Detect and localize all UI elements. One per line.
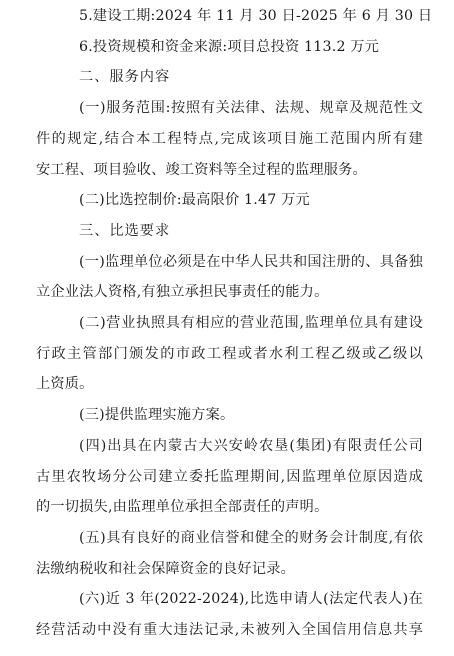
paragraph-line: 安工程、项目验收、竣工资料等全过程的监理服务。 [36,162,367,178]
paragraph-line: 上资质。 [36,376,94,392]
paragraph-line: (四)出具在内蒙古大兴安岭农垦(集团)有限责任公司 [79,438,423,454]
section-heading-requirements: 三、比选要求 [79,223,171,239]
paragraph-line: (一)监理单位必须是在中华人民共和国注册的、具备独 [79,254,423,270]
price-limit-line: (二)比选控制价:最高限价 1.47 万元 [79,192,310,208]
paragraph-line: (五)具有良好的商业信誉和健全的财务会计制度,有依 [79,530,423,546]
paragraph-line: 古里农牧场分公司建立委托监理期间,因监理单位原因造成 [36,469,423,485]
construction-period-line: 5.建设工期:2024 年 11 月 30 日-2025 年 6 月 30 日 [79,8,433,24]
paragraph-line: (六)近 3 年(2022-2024),比选申请人(法定代表人)在 [79,591,423,607]
paragraph-line: 经营活动中没有重大违法记录,未被列入全国信用信息共享 [36,622,423,638]
paragraph-line: 的一切损失,由监理单位承担全部责任的声明。 [36,499,329,515]
investment-line: 6.投资规模和资金来源:项目总投资 113.2 万元 [79,39,380,55]
paragraph-line: 件的规定,结合本工程特点,完成该项目施工范围内所有建 [36,131,423,147]
paragraph-line: (二)营业执照具有相应的营业范围,监理单位具有建设 [79,315,423,331]
paragraph-line: (一)服务范围:按照有关法律、法规、规章及规范性文 [79,100,423,116]
section-heading-service-content: 二、服务内容 [79,69,171,85]
paragraph-line: 行政主管部门颁发的市政工程或者水利工程乙级或乙级以 [36,346,423,362]
paragraph-line: 法缴纳税收和社会保障资金的良好记录。 [36,561,295,577]
paragraph-line: (三)提供监理实施方案。 [79,407,235,423]
paragraph-line: 立企业法人资格,有独立承担民事责任的能力。 [36,284,329,300]
